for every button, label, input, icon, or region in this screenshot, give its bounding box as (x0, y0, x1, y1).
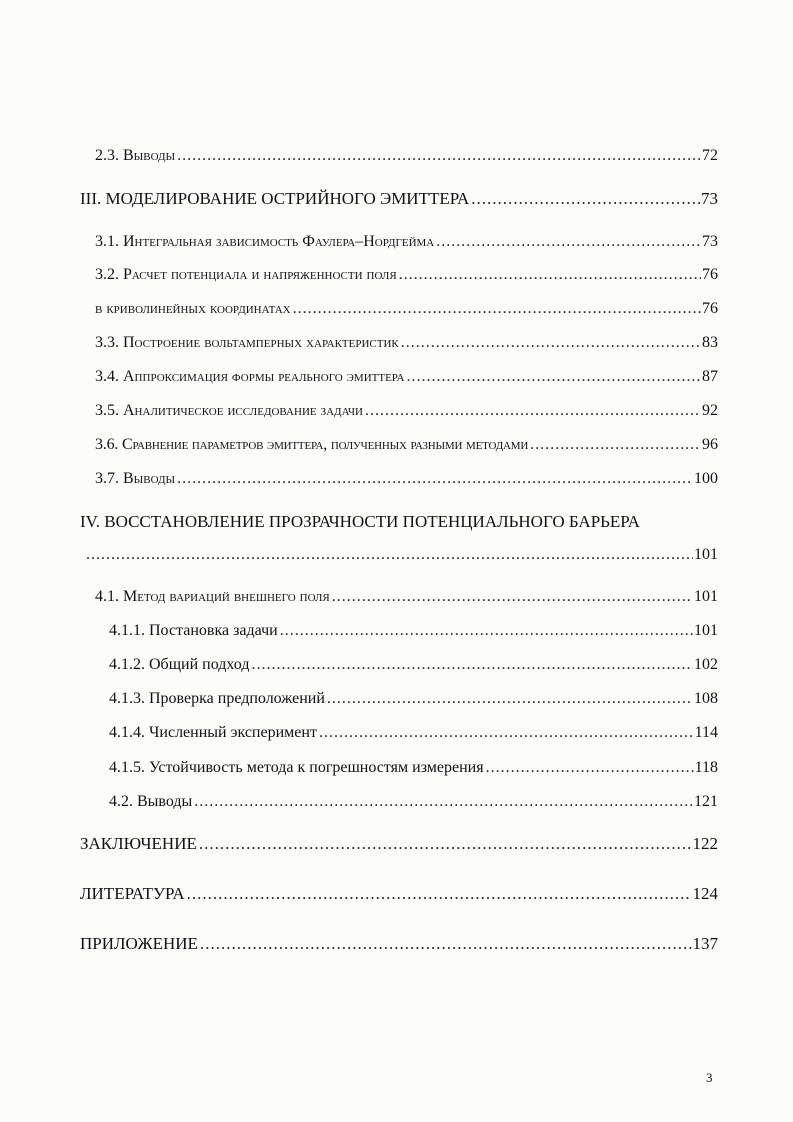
dot-leader (199, 834, 692, 854)
dot-leader (293, 299, 701, 319)
toc-entry-label: III. МОДЕЛИРОВАНИЕ ОСТРИЙНОГО ЭМИТТЕРА (80, 189, 470, 208)
toc-entry-page: 114 (694, 724, 718, 741)
toc-entry-4-1-5 (109, 758, 718, 778)
toc-entry-label: 2.3. Выводы (95, 147, 176, 164)
toc-entry-page: 121 (694, 793, 718, 810)
dot-leader (327, 689, 693, 709)
dot-leader (194, 792, 693, 812)
toc-entry-page: 137 (692, 934, 718, 953)
toc-chapter-3 (80, 189, 718, 209)
toc-entry-page: 72 (702, 147, 718, 164)
toc-entry-label: 4.1.5. Устойчивость метода к погрешностям измерения (109, 759, 484, 776)
dot-leader (86, 545, 693, 565)
dot-leader (436, 232, 701, 252)
dot-leader (486, 758, 694, 778)
dot-leader (471, 189, 700, 209)
toc-entry-4-1-3 (109, 689, 718, 709)
toc-entry-3-3 (95, 333, 718, 353)
toc-entry-label: ПРИЛОЖЕНИЕ (80, 934, 198, 953)
toc-entry-3-2 (95, 265, 718, 285)
dot-leader (401, 333, 701, 353)
toc-entry-label: ЛИТЕРАТУРА (80, 884, 185, 903)
page-number: 3 (706, 1070, 713, 1085)
toc-entry-page: 101 (694, 622, 718, 639)
toc-entry-page: 87 (702, 368, 718, 385)
dot-leader (177, 146, 701, 166)
toc-appendix (80, 934, 718, 954)
toc-entry-label: 4.1.2. Общий подход (109, 656, 250, 673)
toc-entry-4-1-2 (109, 655, 718, 675)
dot-leader (332, 587, 693, 607)
toc-entry-4-2 (109, 792, 718, 812)
dot-leader (200, 934, 692, 954)
toc-entry-page: 100 (694, 470, 718, 487)
dot-leader (406, 367, 701, 387)
toc-entry-label: 4.1. Метод вариаций внешнего поля (95, 588, 330, 605)
toc-chapter-4-title: IV. ВОССТАНОВЛЕНИЕ ПРОЗРАЧНОСТИ ПОТЕНЦИАЛЬНОГО БАРЬЕРА (80, 512, 640, 531)
toc-entry-page: 83 (702, 334, 718, 351)
toc-entry-label: ЗАКЛЮЧЕНИЕ (80, 834, 197, 853)
toc-entry-label: в криволинейных координатах (95, 300, 291, 317)
dot-leader (280, 621, 693, 641)
toc-entry-page: 102 (694, 656, 718, 673)
toc-entry-4-1-1 (109, 621, 718, 641)
toc-entry-3-5 (95, 401, 718, 421)
toc-entry-4-1 (95, 587, 718, 607)
toc-entry-page: 101 (694, 588, 718, 605)
dot-leader (399, 265, 701, 285)
toc-entry-label: 3.6. Сравнение параметров эмиттера, полученных разными методами (95, 436, 529, 453)
toc-entry-3-6 (95, 435, 718, 455)
dot-leader (187, 884, 692, 904)
toc-entry-3-1 (95, 232, 718, 252)
dot-leader (365, 401, 701, 421)
toc-entry-page: 73 (702, 233, 718, 250)
toc-entry-3-7 (95, 469, 718, 489)
toc-entry-2-3 (95, 146, 718, 166)
toc-entry-3-4 (95, 367, 718, 387)
toc-entry-page: 108 (694, 690, 718, 707)
dot-leader (177, 469, 693, 489)
toc-entry-page: 76 (702, 300, 718, 317)
toc-entry-label: 4.1.1. Постановка задачи (109, 622, 278, 639)
toc-entry-label: 3.5. Аналитическое исследование задачи (95, 402, 363, 419)
toc-entry-page: 101 (694, 546, 718, 563)
toc-entry-label: 4.1.3. Проверка предположений (109, 690, 325, 707)
toc-entry-page: 124 (692, 884, 718, 903)
toc-entry-page: 96 (702, 436, 718, 453)
toc-entry-label: 3.3. Построение вольтамперных характеристик (95, 334, 399, 351)
toc-conclusion (80, 834, 718, 854)
dot-leader (530, 435, 701, 455)
toc-entry-4-1-4 (109, 723, 718, 743)
dot-leader (251, 655, 693, 675)
toc-entry-label: 3.4. Аппроксимация формы реального эмиттера (95, 368, 405, 385)
toc-entry-label: 3.7. Выводы (95, 470, 176, 487)
toc-entry-label: 4.2. Выводы (109, 793, 193, 810)
toc-entry-label: 3.2. Расчет потенциала и напряженности поля (95, 266, 397, 283)
toc-entry-label: 4.1.4. Численный эксперимент (109, 724, 317, 741)
toc-entry-page: 122 (692, 834, 718, 853)
toc-entry-page: 118 (694, 759, 718, 776)
toc-chapter-4-leader-row (84, 545, 718, 565)
toc-entry-page: 92 (702, 402, 718, 419)
toc-entry-page: 76 (702, 266, 718, 283)
toc-literature (80, 884, 718, 904)
toc-entry-page: 73 (701, 189, 718, 208)
toc-entry-label: 3.1. Интегральная зависимость Фаулера–Нордгейма (95, 233, 435, 250)
toc-entry-3-2-cont (95, 299, 718, 319)
dot-leader (319, 723, 694, 743)
